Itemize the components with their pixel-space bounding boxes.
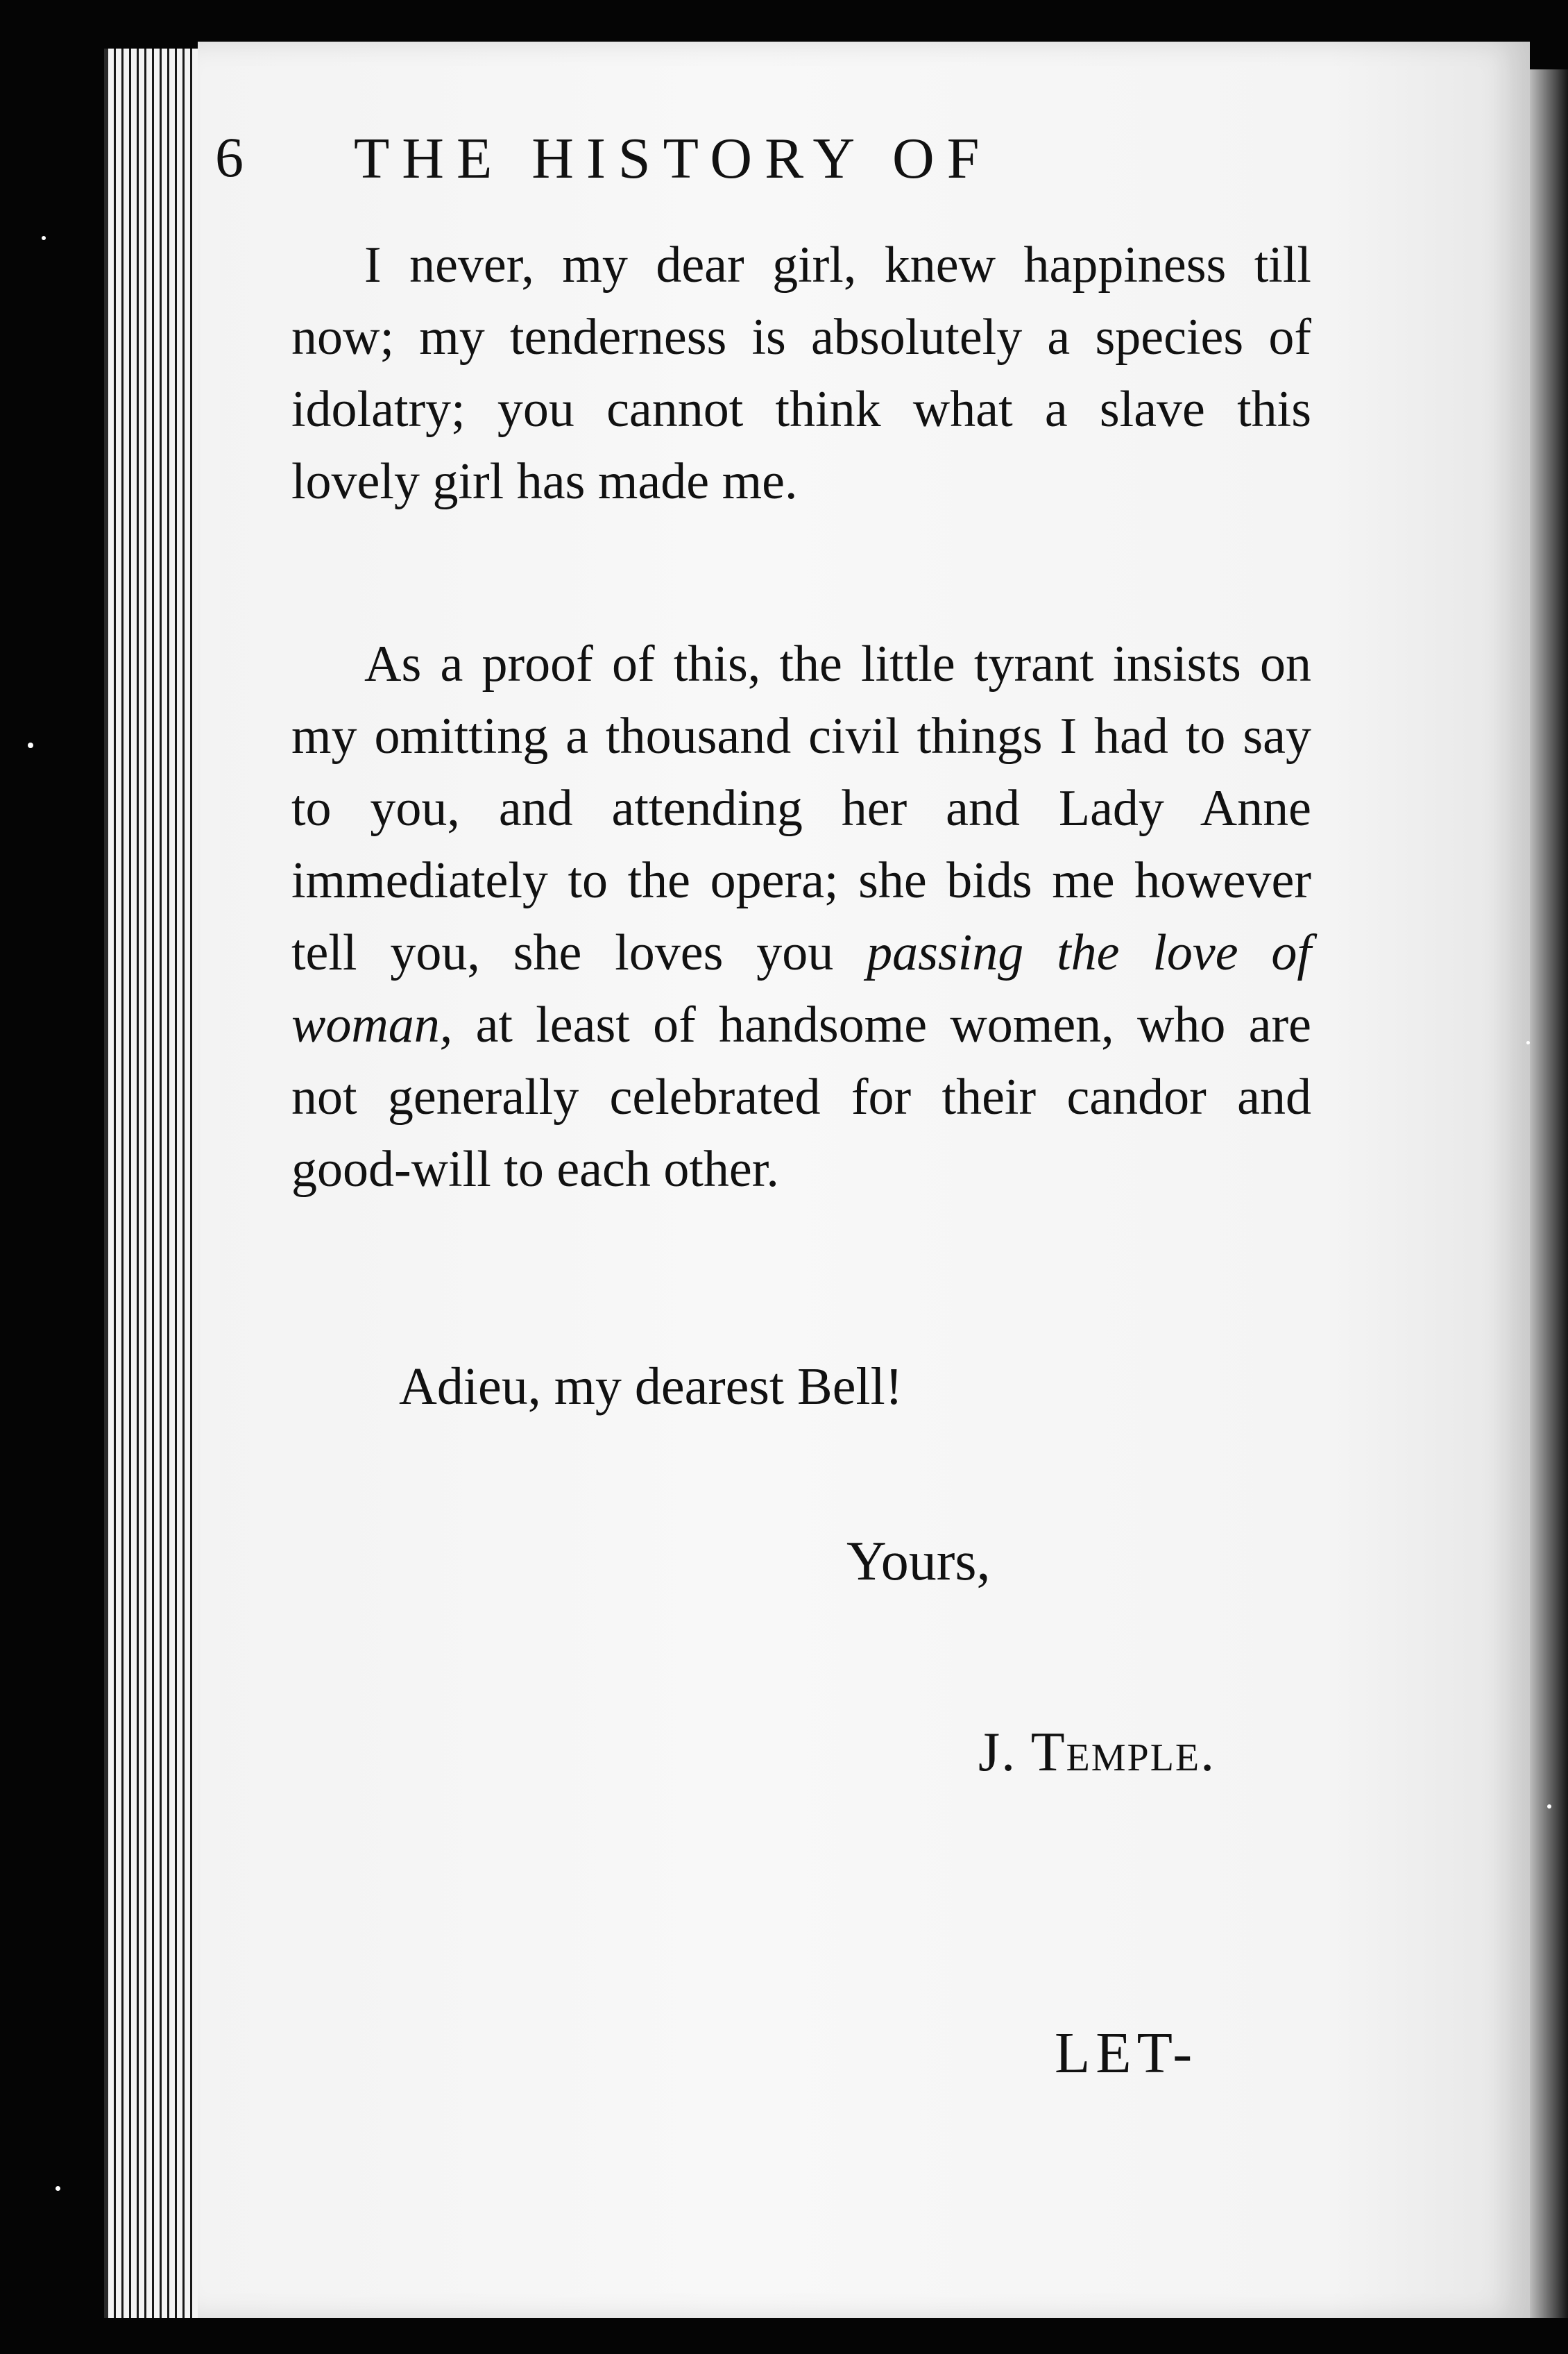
paragraph-1	[291, 229, 1311, 518]
scan-speck	[56, 2186, 60, 2191]
scan-speck	[1547, 1804, 1551, 1809]
signature: J. Temple.	[978, 1722, 1216, 1783]
valediction: Yours,	[846, 1531, 991, 1592]
paragraph-2-start: As a proof of this, the little tyrant insists on my omitting a thousand civil things I had to say to you, and attending her and Lady Anne immediately to the opera; she bids me however tell you, she loves you	[291, 636, 1311, 981]
paragraph-2-end: at least of handsome women, who are not generally celebrated for their candor and good-will to each other.	[291, 997, 1311, 1198]
page-edges	[104, 49, 205, 2318]
page-number: 6	[215, 126, 244, 189]
paragraph-1-text: I never, my dear girl, knew happiness till now; my tenderness is absolutely a species of idolatry; you cannot think what a slave this lovely girl has made me.	[291, 237, 1311, 510]
scan-speck	[28, 743, 33, 748]
scan-speck	[1526, 1041, 1530, 1044]
book-spine-shadow	[1530, 69, 1568, 2318]
catchword: LET-	[1055, 2021, 1198, 2085]
paragraph-2	[291, 628, 1311, 1205]
salutation: Adieu, my dearest Bell!	[399, 1357, 903, 1416]
paragraph-2-italic: passing the love of woman,	[291, 924, 1311, 1053]
page-header	[215, 125, 1270, 208]
scan-speck	[42, 236, 46, 240]
paragraph-2-text	[291, 628, 1311, 1205]
running-title: THE HISTORY OF	[354, 126, 992, 191]
